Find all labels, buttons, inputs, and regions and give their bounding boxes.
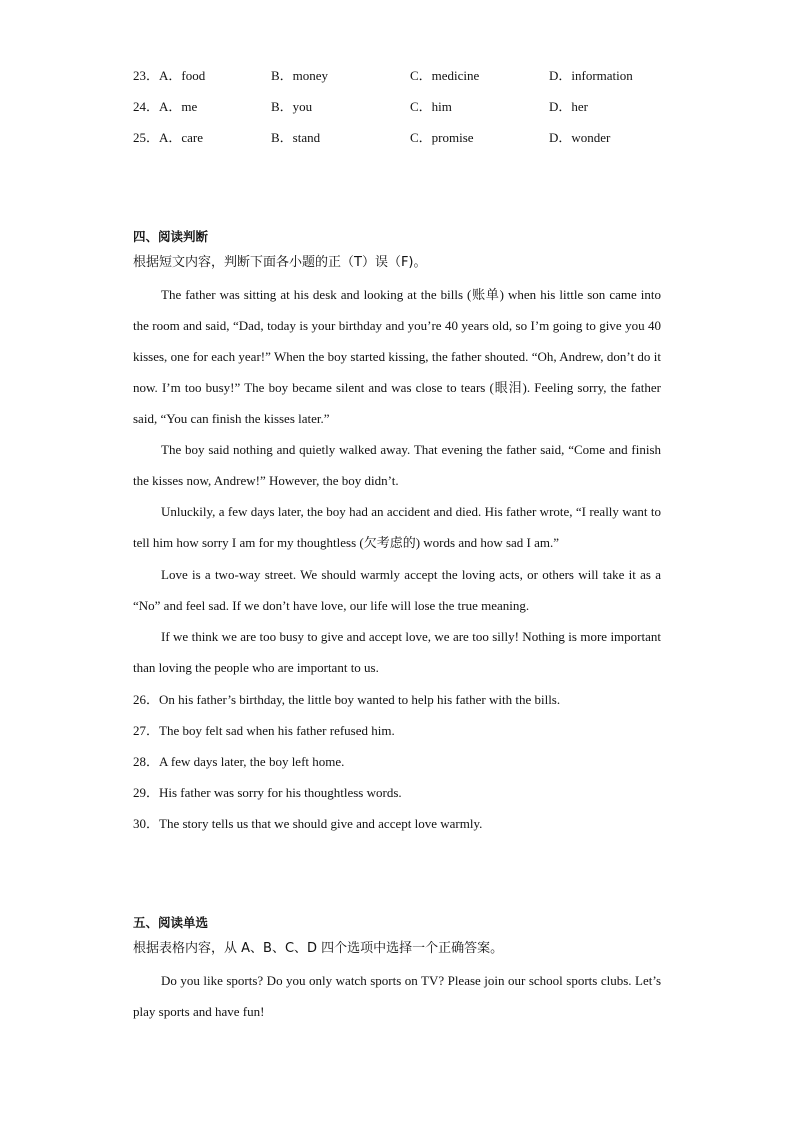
option-b: B．stand bbox=[271, 130, 321, 145]
option-c: C．medicine bbox=[410, 68, 480, 83]
question-25-options bbox=[133, 128, 693, 148]
passage-paragraph-5: If we think we are too busy to give and accept love, we are too silly! Nothing is more important than loving the people who are important to us. bbox=[133, 629, 661, 675]
section-4-title: 四、阅读判断 bbox=[133, 229, 209, 244]
section-5-title: 五、阅读单选 bbox=[133, 915, 209, 930]
option-a: 23．A．food bbox=[133, 68, 206, 83]
question-30: 30．The story tells us that we should give and accept love warmly. bbox=[133, 816, 483, 831]
passage-paragraph-1: The father was sitting at his desk and looking at the bills (账单) when his little son came into the room and said, “Dad, today is your birthday and you’re 40 years old, so I’m going to give you 40 kisses, one for each year!” When the boy started kissing, the father shouted. “Oh, Andrew, don’t do it now. I’m too busy!” The boy became silent and was close to tears (眼泪). Feeling sorry, the father said, “You can finish the kisses later.” bbox=[133, 287, 661, 426]
question-27: 27．The boy felt sad when his father refused him. bbox=[133, 723, 395, 738]
question-23-options bbox=[133, 66, 693, 86]
question-24-options bbox=[133, 97, 693, 117]
option-c: C．promise bbox=[410, 130, 474, 145]
option-b: B．you bbox=[271, 99, 313, 114]
section-4-instruction: 根据短文内容，判断下面各小题的正（T）误（F)。 bbox=[133, 255, 427, 270]
passage-paragraph-3: Unluckily, a few days later, the boy had an accident and died. His father wrote, “I really want to tell him how sorry I am for my thoughtless (欠考虑的) words and how sad I am.” bbox=[133, 504, 661, 550]
option-d: D．information bbox=[549, 68, 633, 83]
option-a: 25．A．care bbox=[133, 130, 204, 145]
question-28: 28．A few days later, the boy left home. bbox=[133, 754, 345, 769]
passage-paragraph-4: Love is a two-way street. We should warmly accept the loving acts, or others will take it as a “No” and feel sad. If we don’t have love, our life will lose the true meaning. bbox=[133, 567, 661, 613]
passage-paragraph-2: The boy said nothing and quietly walked away. That evening the father said, “Come and finish the kisses now, Andrew!” However, the boy didn’t. bbox=[133, 442, 661, 488]
option-d: D．wonder bbox=[549, 130, 611, 145]
option-a: 24．A．me bbox=[133, 99, 198, 114]
option-c: C．him bbox=[410, 99, 452, 114]
question-29: 29．His father was sorry for his thoughtless words. bbox=[133, 785, 402, 800]
question-26: 26．On his father’s birthday, the little boy wanted to help his father with the bills. bbox=[133, 692, 561, 707]
option-b: B．money bbox=[271, 68, 329, 83]
section-5-instruction: 根据表格内容，从 A、B、C、D 四个选项中选择一个正确答案。 bbox=[133, 941, 504, 956]
option-d: D．her bbox=[549, 99, 588, 114]
passage-5-paragraph-1: Do you like sports? Do you only watch sports on TV? Please join our school sports clubs. Let’s play sports and have fun! bbox=[133, 973, 661, 1019]
